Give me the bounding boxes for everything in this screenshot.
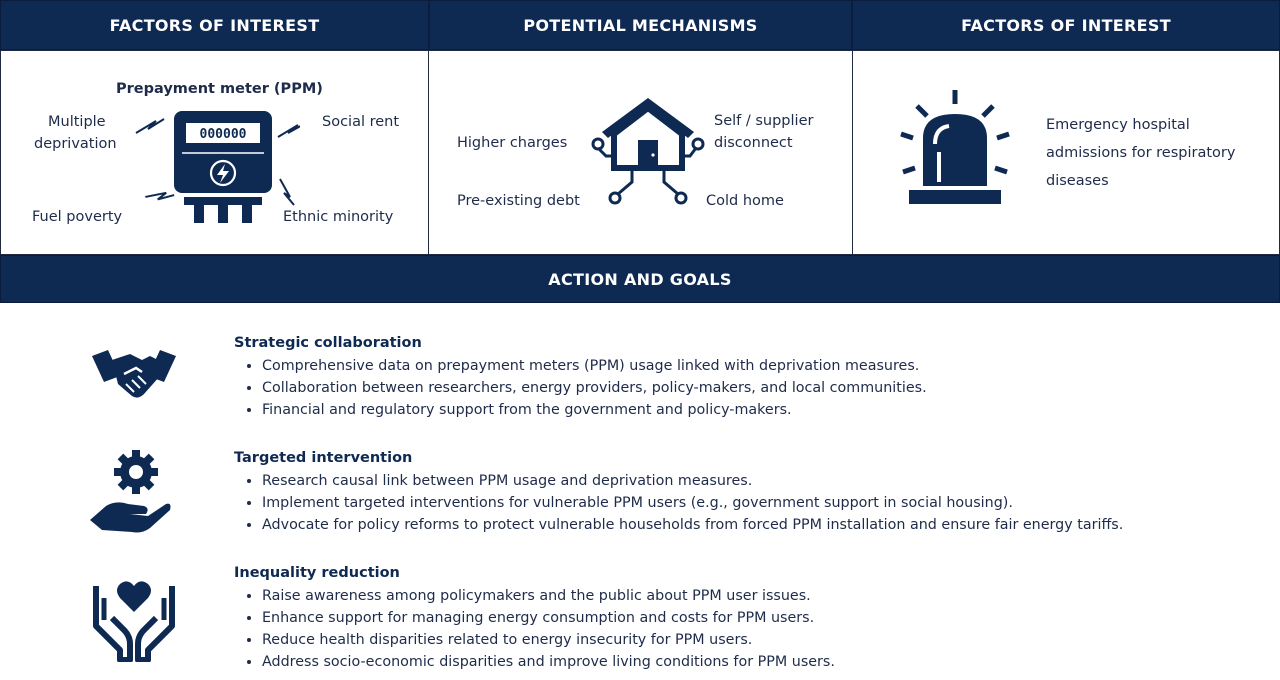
list-item: • Advocate for policy reforms to protect vulnerable households from forced PPM installation and ensure fair energy tariffs. bbox=[262, 514, 1123, 536]
label-ethnic-minority: Ethnic minority bbox=[283, 209, 394, 225]
label-hospital-line1: Emergency hospital bbox=[1046, 117, 1190, 133]
label-hospital-line3: diseases bbox=[1046, 173, 1109, 189]
list-item: • Implement targeted interventions for vulnerable PPM users (e.g., government support in social housing). bbox=[262, 492, 1123, 514]
label-deprivation: deprivation bbox=[34, 136, 117, 152]
hand-gear-icon bbox=[88, 448, 172, 536]
list-item: • Collaboration between researchers, energy providers, policy-makers, and local communities. bbox=[262, 377, 927, 399]
hands-heart-icon bbox=[90, 574, 178, 662]
meter-display: 000000 bbox=[199, 127, 247, 142]
header-factors-right: FACTORS OF INTEREST bbox=[852, 0, 1280, 50]
header-action-goals: ACTION AND GOALS bbox=[0, 255, 1280, 303]
list-item: • Enhance support for managing energy consumption and costs for PPM users. bbox=[262, 607, 835, 629]
label-higher-charges: Higher charges bbox=[457, 135, 568, 151]
section-title-inequality: Inequality reduction bbox=[234, 565, 400, 581]
label-self-supplier: Self / supplier bbox=[714, 113, 814, 129]
label-multiple: Multiple bbox=[48, 114, 106, 130]
list-item: • Reduce health disparities related to energy insecurity for PPM users. bbox=[262, 629, 835, 651]
label-social-rent: Social rent bbox=[322, 114, 400, 130]
meter-title: Prepayment meter (PPM) bbox=[116, 81, 323, 97]
label-hospital-line2: admissions for respiratory bbox=[1046, 145, 1236, 161]
list-item: • Address socio-economic disparities and improve living conditions for PPM users. bbox=[262, 651, 835, 673]
label-fuel-poverty: Fuel poverty bbox=[32, 209, 123, 225]
list-item: • Research causal link between PPM usage and deprivation measures. bbox=[262, 470, 1123, 492]
bullet-list-targeted bbox=[240, 470, 1123, 536]
section-title-targeted: Targeted intervention bbox=[234, 450, 413, 466]
list-item: • Comprehensive data on prepayment meters (PPM) usage linked with deprivation measures. bbox=[262, 355, 927, 377]
label-preexisting-debt: Pre-existing debt bbox=[457, 193, 580, 209]
header-mechanisms: POTENTIAL MECHANISMS bbox=[429, 0, 852, 50]
bullet-list-strategic bbox=[240, 355, 927, 421]
section-title-strategic: Strategic collaboration bbox=[234, 335, 422, 351]
label-disconnect: disconnect bbox=[714, 135, 793, 151]
prepayment-meter-icon bbox=[130, 105, 300, 227]
list-item: • Raise awareness among policymakers and the public about PPM user issues. bbox=[262, 585, 835, 607]
bullet-list-inequality bbox=[240, 585, 835, 673]
label-cold-home: Cold home bbox=[706, 193, 784, 209]
header-factors-left: FACTORS OF INTEREST bbox=[0, 0, 429, 50]
smart-home-icon bbox=[588, 94, 708, 210]
handshake-icon bbox=[90, 346, 178, 406]
emergency-siren-icon bbox=[895, 88, 1015, 208]
list-item: • Financial and regulatory support from the government and policy-makers. bbox=[262, 399, 927, 421]
